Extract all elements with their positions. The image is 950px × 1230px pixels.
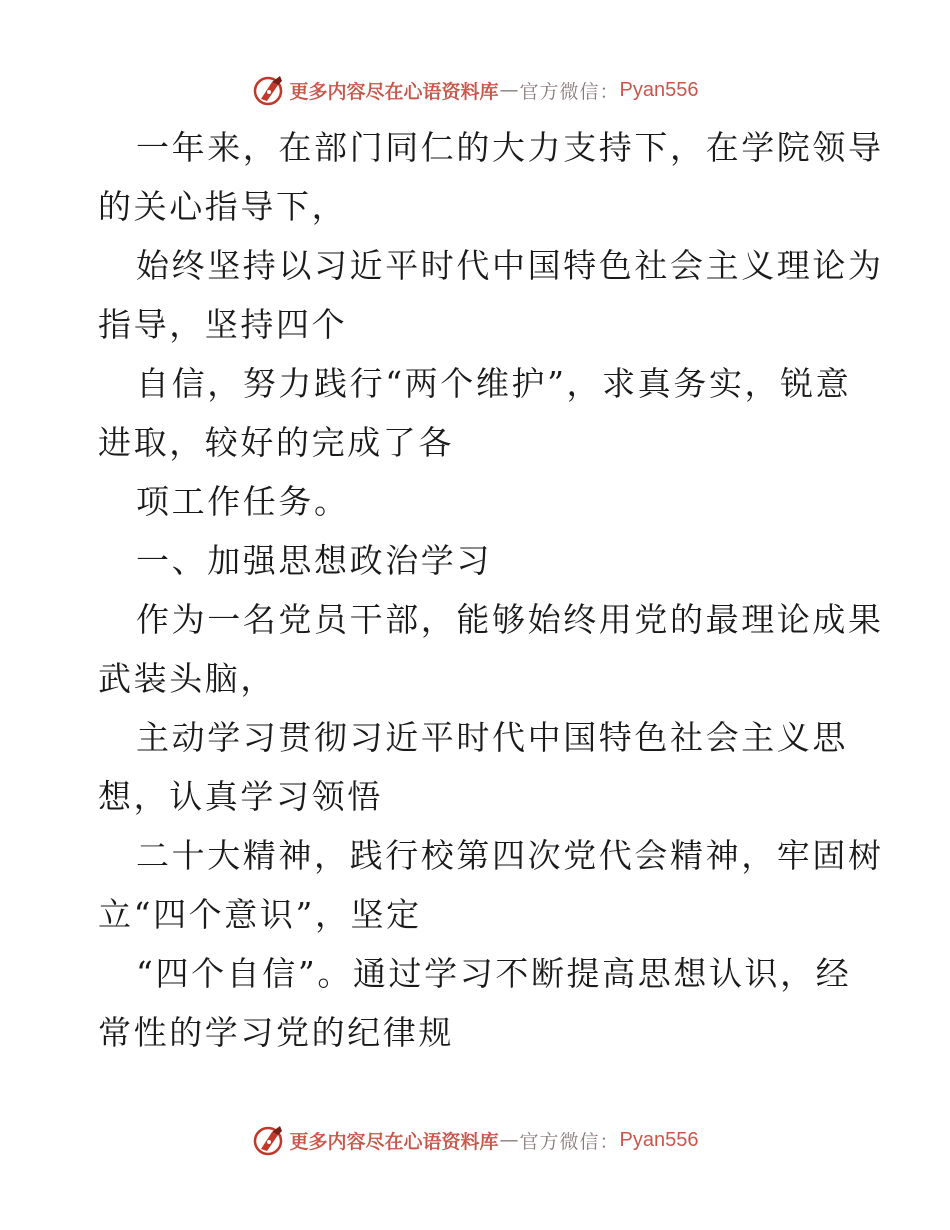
text-line: 进取，较好的完成了各 <box>98 423 454 462</box>
section-heading <box>98 531 858 590</box>
text-line: 指导，坚持四个 <box>98 305 348 344</box>
watermark-separator: — <box>499 79 519 101</box>
text-line: 武装头脑， <box>98 659 276 698</box>
text-line: 一、加强思想政治学习 <box>136 541 492 580</box>
text-line: “四个自信”。通过学习不断提高思想认识，经 <box>136 954 852 993</box>
text-line: 想，认真学习领悟 <box>98 777 383 816</box>
text-line: 作为一名党员干部，能够始终用党的最理论成果 <box>136 600 884 639</box>
paragraph <box>98 118 884 236</box>
text-line: 一年来，在部门同仁的大力支持下，在学院领导 <box>136 128 884 167</box>
text-line: 的关心指导下， <box>98 187 348 226</box>
text-line: 项工作任务。 <box>136 482 350 521</box>
paragraph <box>98 472 858 531</box>
watermark-wechat-label: 官方微信： <box>519 1130 620 1153</box>
footer-watermark <box>0 1120 950 1160</box>
paragraph <box>98 590 884 708</box>
text-line: 自信，努力践行“两个维护”，求真务实，锐意 <box>136 364 852 403</box>
paragraph <box>98 354 858 472</box>
text-line: 立“四个意识”，坚定 <box>98 895 422 934</box>
text-line: 二十大精神，践行校第四次党代会精神，牢固树 <box>136 836 884 875</box>
text-line: 常性的学习党的纪律规 <box>98 1013 454 1052</box>
paragraph <box>98 708 858 826</box>
watermark-site-text: 更多内容尽在心语资料库 <box>289 1130 499 1153</box>
pen-nib-circle-icon <box>252 1123 286 1157</box>
watermark-separator: — <box>499 1129 519 1151</box>
watermark-wechat-id: Pyan556 <box>619 1128 699 1151</box>
paragraph <box>98 236 884 354</box>
watermark-site-text: 更多内容尽在心语资料库 <box>289 80 499 103</box>
paragraph <box>98 826 884 944</box>
watermark-wechat-id: Pyan556 <box>619 78 699 101</box>
text-line: 始终坚持以习近平时代中国特色社会主义理论为 <box>136 246 884 285</box>
text-line: 主动学习贯彻习近平时代中国特色社会主义思 <box>136 718 848 757</box>
pen-nib-circle-icon <box>252 73 286 107</box>
header-watermark <box>0 70 950 110</box>
paragraph <box>98 944 858 1062</box>
watermark-wechat-label: 官方微信： <box>519 80 620 103</box>
document-body <box>98 118 884 1062</box>
